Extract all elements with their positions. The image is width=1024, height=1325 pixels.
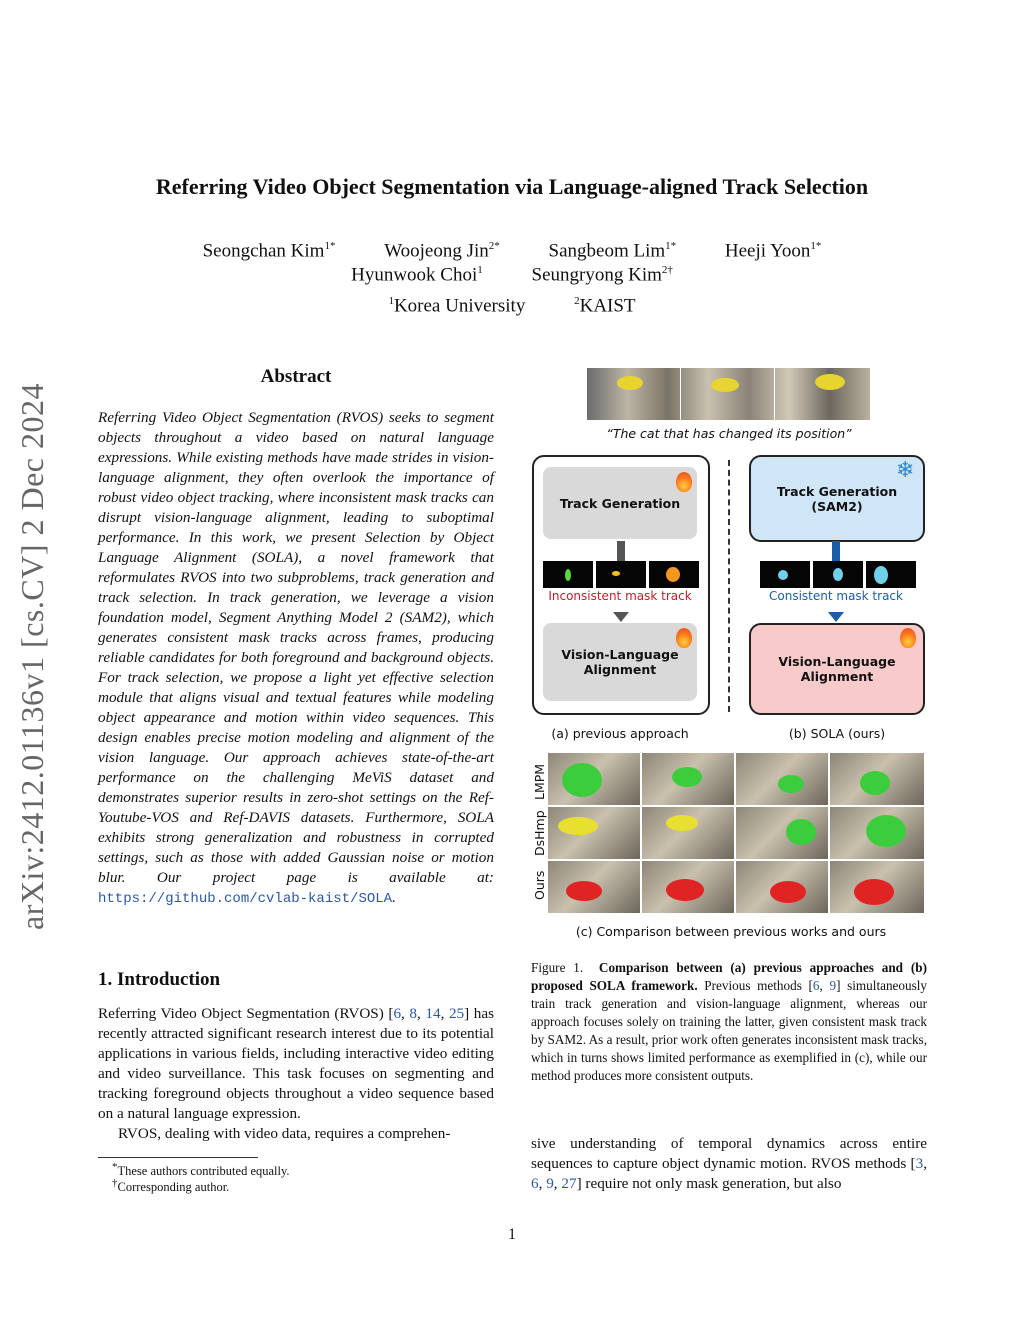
track-generation-box: Track Generation — [543, 467, 697, 539]
figure-caption: Figure 1. Comparison between (a) previous approaches and (b) proposed SOLA framework. Previous methods [6, 9] simultaneously train track generation and vision-language alignment, whereas our approach focuses solely on training the latter, given consistent mask track by SAM2. As a result, prior work often generates inconsistent mask tracks, which in turns shows limited performance as exemplified in (c), while our method produces more consistent outputs. — [531, 960, 927, 1083]
citation-link[interactable]: 14 — [425, 1005, 441, 1022]
consistent-mask-label: Consistent mask track — [769, 589, 903, 603]
author: Seungryong Kim$^{2\dagger}$ — [531, 264, 673, 286]
footnote-rule — [98, 1157, 258, 1158]
authors-row-2 — [0, 264, 1024, 286]
result-frame — [830, 861, 924, 913]
result-frame — [548, 861, 640, 913]
paper-title: Referring Video Object Segmentation via Language-aligned Track Selection — [155, 174, 869, 199]
mask-frame — [866, 561, 916, 588]
row-label-ours: Ours — [532, 870, 547, 900]
result-frame — [642, 753, 734, 805]
result-frame — [736, 861, 828, 913]
vision-language-sola-box: Vision-Language Alignment — [749, 623, 925, 715]
intro-text — [98, 1004, 494, 1144]
figure-query: “The cat that has changed its position” — [606, 426, 852, 441]
mask-frame — [649, 561, 699, 588]
snowflake-icon: ❄ — [896, 458, 915, 483]
mask-frame — [596, 561, 646, 588]
citation-link[interactable]: 6 — [812, 978, 820, 993]
affiliation: $^1$Korea University — [388, 295, 526, 317]
abstract-heading: Abstract — [260, 366, 332, 387]
arxiv-stamp: arXiv:2412.01136v1 [cs.CV] 2 Dec 2024 — [14, 383, 50, 930]
result-frame — [736, 807, 828, 859]
footnote: *These authors contributed equally. — [112, 1161, 290, 1179]
mask-frame — [760, 561, 810, 588]
vision-language-box: Vision-Language Alignment — [543, 623, 697, 701]
right-column-text: sive understanding of temporal dynamics across entire sequences to capture object dynamic motion. RVOS methods [3, 6, 9, 27] require not only mask generation, but also — [531, 1135, 927, 1192]
citation-link[interactable]: 9 — [829, 978, 837, 993]
authors-row-1 — [0, 240, 1024, 262]
intro-paragraph: RVOS, dealing with video data, requires a comprehen- — [118, 1125, 451, 1142]
footnote: †Corresponding author. — [112, 1177, 230, 1195]
mask-frame — [813, 561, 863, 588]
author: Seongchan Kim$^{1*}$ — [202, 240, 336, 262]
result-frame — [548, 753, 640, 805]
affiliation: $^2$KAIST — [574, 295, 636, 317]
result-frame — [642, 807, 734, 859]
page-number: 1 — [508, 1226, 516, 1243]
author: Sangbeom Lim$^{1*}$ — [548, 240, 677, 262]
track-generation-sam2-box: Track Generation (SAM2) — [749, 455, 925, 542]
divider-dashed — [728, 460, 730, 712]
label-b: (b) SOLA (ours) — [788, 726, 886, 741]
arrow — [832, 541, 840, 561]
intro-paragraph: Referring Video Object Segmentation (RVOS) [6, 8, 14, 25] has recently attracted significant research interest due to its potential applications in various fields, including interactive video editing and video surveillance. This task focuses on segmenting and tracking foreground objects throughout a video sequence based on a natural language expression. — [98, 1005, 495, 1122]
citation-link[interactable]: 27 — [561, 1175, 577, 1192]
mask-frame — [543, 561, 593, 588]
citation-link[interactable]: 3 — [915, 1155, 924, 1172]
intro-heading: 1. Introduction — [98, 969, 221, 990]
result-frame — [642, 861, 734, 913]
affiliations — [0, 295, 1024, 317]
row-label-lmpm: LMPM — [532, 763, 547, 800]
citation-link[interactable]: 25 — [448, 1005, 465, 1022]
label-c: (c) Comparison between previous works and ours — [575, 924, 887, 939]
result-frame — [830, 753, 924, 805]
label-a: (a) previous approach — [551, 726, 689, 741]
project-link[interactable]: https://github.com/cvlab-kaist/SOLA — [98, 891, 393, 907]
inconsistent-mask-label: Inconsistent mask track — [548, 589, 692, 603]
arrow — [617, 541, 625, 561]
result-frame — [736, 753, 828, 805]
video-frames-strip — [587, 368, 870, 420]
fire-icon — [900, 628, 916, 648]
result-frame — [830, 807, 924, 859]
arrow — [828, 612, 844, 622]
fire-icon — [676, 628, 692, 648]
fire-icon — [676, 472, 692, 492]
citation-link[interactable]: 8 — [409, 1005, 418, 1022]
row-label-dshmp: DsHmp — [532, 810, 547, 856]
citation-link[interactable]: 6 — [393, 1005, 402, 1022]
citation-link[interactable]: 6 — [531, 1175, 539, 1192]
author: Woojeong Jin$^{2*}$ — [384, 240, 500, 262]
author: Hyunwook Choi$^1$ — [351, 264, 483, 286]
result-frame — [548, 807, 640, 859]
author: Heeji Yoon$^{1*}$ — [724, 240, 822, 262]
arrow — [613, 612, 629, 622]
citation-link[interactable]: 9 — [546, 1175, 554, 1192]
abstract-text: Referring Video Object Segmentation (RVOS) seeks to segment objects throughout a video based on natural language expressions. While existing methods have made strides in vision-language alignment, they often overlook the importance of robust video object tracking, where inconsistent mask tracks can disrupt vision-language alignment, leading to suboptimal performance. In this work, we present Selection by Object Language Alignment (SOLA), a novel framework that reformulates RVOS into two subproblems, track generation and track selection. In track generation, we leverage a vision foundation model, Segment Anything Model 2 (SAM2), which generates consistent mask tracks across frames, producing reliable candidates for both foreground and background objects. For track selection, we propose a light yet effective selection module that aligns visual and textual features while modeling object appearance and motion within video sequences. This design enables precise motion modeling and alignment of the vision language. Our approach achieves state-of-the-art performance on the challenging MeViS dataset and demonstrates superior results in zero-shot settings on the Ref-Youtube-VOS and Ref-DAVIS datasets. Furthermore, SOLA exhibits strong generalization and robustness in corrupted settings, such as those with added Gaussian noise or motion blur. Our project page is available at: https://github.com/cvlab-kaist/SOLA. — [98, 409, 494, 907]
